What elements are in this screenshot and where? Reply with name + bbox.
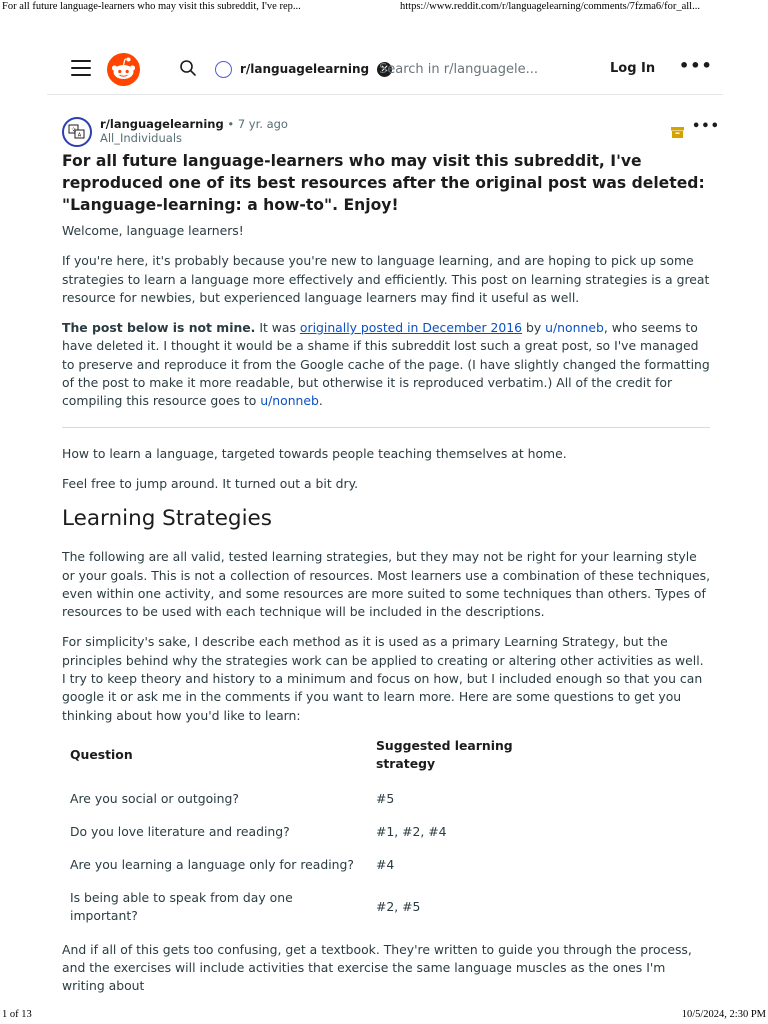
- table-cell: Are you learning a language only for reading?: [70, 856, 354, 872]
- post-meta: [100, 117, 288, 145]
- section-heading: Learning Strategies: [62, 506, 272, 532]
- subreddit-search-chip: [215, 57, 392, 81]
- post-age: 7 yr. ago: [237, 117, 288, 131]
- login-button[interactable]: Log In: [610, 61, 656, 76]
- table-header-row: [62, 737, 582, 790]
- svg-text:文: 文: [70, 127, 77, 134]
- text: .: [318, 393, 323, 409]
- clear-icon[interactable]: ✕: [377, 62, 392, 77]
- paragraph: The following are all valid, tested learning strategies, but they may not be right for your learning style or your goals. This is not a collection of resources. Most learners use a combination of these techniques, even within one activity, and some resources are more suited to some techniques than others. Types of resources to be used with each technique will be included in the descriptions.: [62, 549, 711, 620]
- print-datetime: 10/5/2024, 2:30 PM: [681, 1009, 766, 1020]
- table-row: [62, 823, 582, 856]
- print-footer: [0, 1008, 768, 1024]
- search-icon[interactable]: [179, 59, 197, 77]
- search-input[interactable]: [379, 58, 569, 80]
- user-link[interactable]: u/nonneb: [545, 320, 604, 336]
- print-page-number: 1 of 13: [2, 1009, 32, 1020]
- more-icon[interactable]: •••: [679, 56, 713, 75]
- original-post-link[interactable]: originally posted in December 2016: [299, 320, 523, 336]
- user-link[interactable]: u/nonneb: [260, 393, 319, 409]
- text: by: [522, 320, 546, 336]
- archive-icon: [671, 123, 684, 134]
- table-cell: #1, #2, #4: [376, 823, 447, 839]
- post-body: [62, 222, 710, 1007]
- paragraph: And if all of this gets too confusing, get a textbook. They're written to guide you through the process, and the exercises will include activities that exercise the same language muscles as the ones I'm writing about: [62, 941, 692, 994]
- text: , who seems to have deleted it. I thought it would be a shame if this subreddit lost such a great post, so I've managed to preserve and reproduce it from the Google cache of the page. (I have slightly changed the formatting of the post to make it more readable, but otherwise it is reproduced verbatim.) All of the credit for compiling this resource goes to: [62, 320, 710, 409]
- print-header: [0, 0, 768, 16]
- post-title: For all future language-learners who may visit this subreddit, I've reproduced one of its best resources after the original post was deleted: "Language-learning: a how-to". Enjoy!: [62, 152, 705, 214]
- table-cell: #4: [376, 856, 395, 872]
- menu-icon[interactable]: [71, 60, 91, 76]
- print-page-title: For all future language-learners who may visit this subreddit, I've rep...: [2, 1, 301, 12]
- table-cell: Are you social or outgoing?: [70, 790, 239, 806]
- top-navbar: [47, 44, 723, 95]
- table-cell: Is being able to speak from day one important?: [70, 890, 293, 924]
- paragraph: How to learn a language, targeted towards people teaching themselves at home.: [62, 445, 567, 461]
- paragraph: Feel free to jump around. It turned out a bit dry.: [62, 475, 359, 491]
- subreddit-chip-label: r/languagelearning: [240, 62, 370, 76]
- post-author[interactable]: All_Individuals: [100, 131, 183, 145]
- paragraph: [62, 319, 710, 410]
- meta-separator: •: [227, 117, 235, 131]
- post-subreddit-link[interactable]: r/languagelearning: [100, 117, 224, 131]
- table-row: [62, 790, 582, 823]
- divider: [62, 427, 710, 428]
- table-cell: Do you love literature and reading?: [70, 823, 290, 839]
- paragraph: Welcome, language learners!: [62, 223, 244, 238]
- table-cell: #2, #5: [376, 899, 421, 915]
- subreddit-avatar: [215, 61, 232, 78]
- paragraph: If you're here, it's probably because you're new to language learning, and are hoping to pick up some strategies to learn a language more effectively and efficiently. This post on learning strategies is a great resource for newbies, but experienced language learners may find it useful as well.: [62, 253, 710, 305]
- table-cell: #5: [376, 790, 395, 806]
- print-url: https://www.reddit.com/r/languagelearning/comments/7fzma6/for_all...: [400, 1, 700, 12]
- paragraph: For simplicity's sake, I describe each method as it is used as a primary Learning Strategy, but the principles behind why the strategies work can be applied to creating or altering other activities as well. I try to keep theory and history to a minimum and focus on how, but I included enough so that you can google it or ask me in the comments if you want to learn more. Here are some questions to get you thinking about how you'd like to learn:: [62, 634, 704, 723]
- text: It was: [255, 320, 300, 336]
- svg-text:A: A: [77, 132, 82, 139]
- reddit-logo[interactable]: [107, 53, 140, 86]
- table-row: [62, 889, 582, 940]
- table-header: Question: [70, 747, 133, 763]
- table-row: [62, 856, 582, 889]
- subreddit-avatar[interactable]: [62, 117, 92, 147]
- post-more-icon[interactable]: •••: [692, 119, 720, 134]
- table-header: Suggested learning strategy: [376, 737, 513, 772]
- bold-text: The post below is not mine.: [62, 320, 256, 336]
- strategy-table: [62, 737, 582, 941]
